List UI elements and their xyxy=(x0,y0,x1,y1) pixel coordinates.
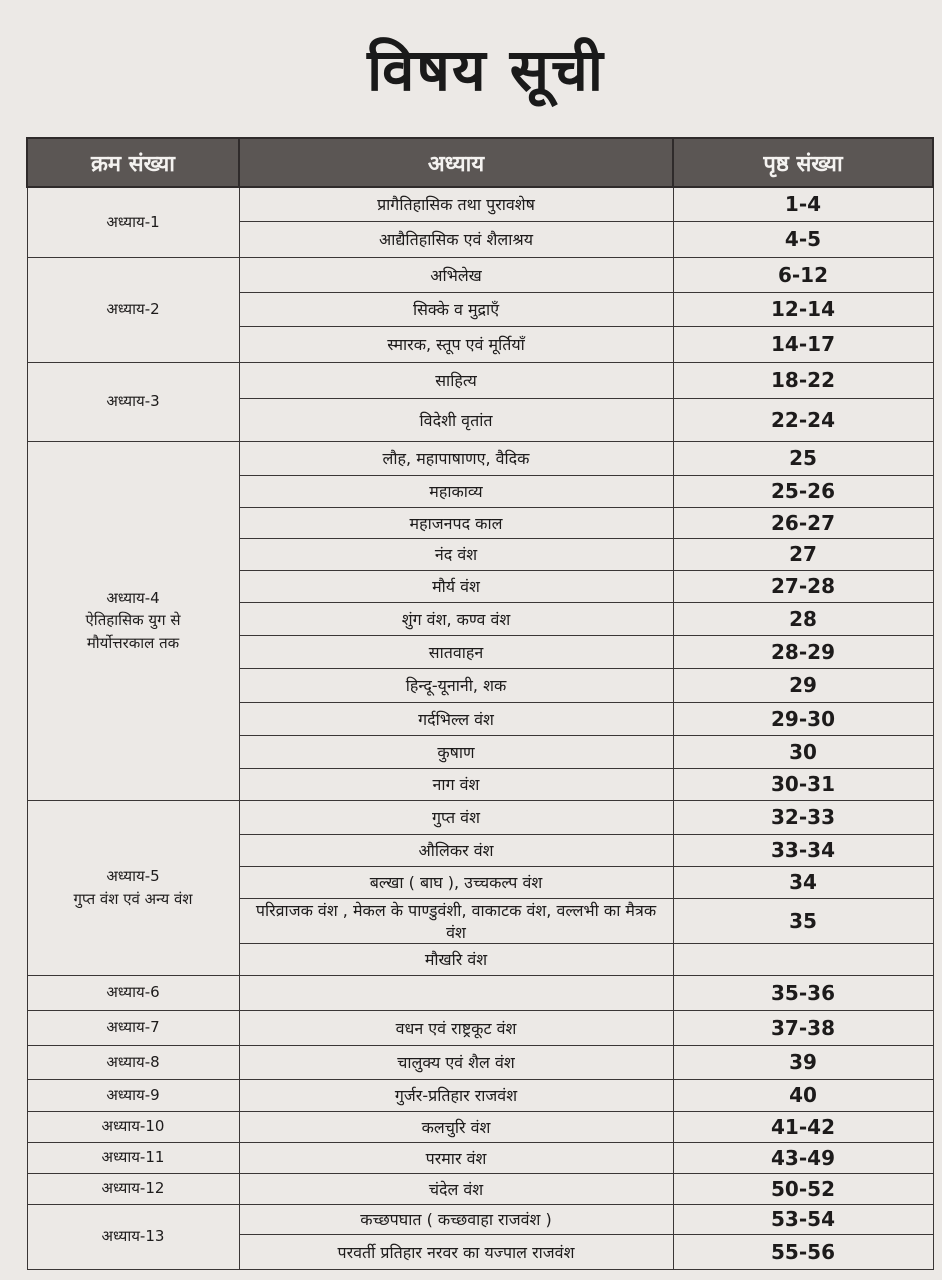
table-row xyxy=(27,800,933,834)
chapter-topic-cell: कलचुरि वंश xyxy=(239,1111,673,1142)
contents-body xyxy=(27,187,933,1269)
page-number-cell: 35 xyxy=(673,898,933,943)
page-number-cell: 35-36 xyxy=(673,975,933,1010)
chapter-label-line: अध्याय-2 xyxy=(106,300,160,319)
page-number-cell: 53-54 xyxy=(673,1204,933,1234)
chapter-number-cell xyxy=(27,1045,239,1079)
chapter-label-line: अध्याय-5 xyxy=(106,867,160,885)
table-header-row xyxy=(27,138,933,187)
chapter-label-line: अध्याय-11 xyxy=(101,1148,165,1167)
chapter-topic-cell: सिक्के व मुद्राएँ xyxy=(239,292,673,326)
page-number-cell: 55-56 xyxy=(673,1234,933,1269)
page-number-cell: 14-17 xyxy=(673,326,933,362)
chapter-label-line: ऐतिहासिक युग से xyxy=(85,611,181,630)
chapter-topic-cell: अभिलेख xyxy=(239,257,673,292)
chapter-topic-cell: गुर्जर-प्रतिहार राजवंश xyxy=(239,1079,673,1111)
chapter-topic-cell: परिव्राजक वंश , मेकल के पाण्डुवंशी, वाकाटक वंश, वल्लभी का मैत्रक वंश xyxy=(239,898,673,943)
page-number-cell: 28 xyxy=(673,602,933,635)
chapter-label-line: अध्याय-7 xyxy=(106,1018,160,1037)
page-number-cell: 32-33 xyxy=(673,800,933,834)
column-header-chapter-no: क्रम संख्या xyxy=(27,138,239,187)
chapter-topic-cell: शुंग वंश, कण्व वंश xyxy=(239,602,673,635)
page-number-cell: 34 xyxy=(673,866,933,898)
page-number-cell: 25 xyxy=(673,441,933,475)
page-number-cell: 33-34 xyxy=(673,834,933,866)
column-header-page-no: पृष्ठ संख्या xyxy=(673,138,933,187)
chapter-label-line: अध्याय-1 xyxy=(106,213,160,231)
contents-table xyxy=(26,137,934,1270)
page-number-cell: 29 xyxy=(673,668,933,702)
page-number-cell: 4-5 xyxy=(673,221,933,257)
column-header-chapter: अध्याय xyxy=(239,138,673,187)
chapter-topic-cell: परमार वंश xyxy=(239,1142,673,1173)
page-number-cell: 29-30 xyxy=(673,702,933,735)
table-row xyxy=(27,1010,933,1045)
page-number-cell: 39 xyxy=(673,1045,933,1079)
chapter-number-cell xyxy=(27,1010,239,1045)
chapter-topic-cell: गर्दभिल्ल वंश xyxy=(239,702,673,735)
chapter-topic-cell: गुप्त वंश xyxy=(239,800,673,834)
chapter-topic-cell: महाकाव्य xyxy=(239,475,673,507)
table-row xyxy=(27,975,933,1010)
page-number-cell: 1-4 xyxy=(673,187,933,221)
chapter-label-line: अध्याय-4 xyxy=(106,588,160,607)
chapter-topic-cell: महाजनपद काल xyxy=(239,507,673,538)
page-number-cell: 27-28 xyxy=(673,570,933,602)
table-row xyxy=(27,362,933,398)
chapter-label-line: अध्याय-3 xyxy=(106,392,160,411)
chapter-number-cell xyxy=(27,362,239,441)
chapter-topic-cell: आद्यैतिहासिक एवं शैलाश्रय xyxy=(239,221,673,257)
page-number-cell xyxy=(673,943,933,975)
chapter-topic-cell: मौर्य वंश xyxy=(239,570,673,602)
chapter-topic-cell xyxy=(239,975,673,1010)
chapter-label-line: अध्याय-12 xyxy=(101,1179,165,1198)
chapter-label-line: गुप्त वंश एवं अन्य वंश xyxy=(73,889,193,908)
chapter-topic-cell: स्मारक, स्तूप एवं मूर्तियाँ xyxy=(239,326,673,362)
table-row xyxy=(27,1204,933,1234)
chapter-label-line: अध्याय-10 xyxy=(101,1117,165,1136)
page-number-cell: 37-38 xyxy=(673,1010,933,1045)
page-number-cell: 30 xyxy=(673,735,933,768)
chapter-number-cell xyxy=(27,975,239,1010)
table-row xyxy=(27,1173,933,1204)
chapter-topic-cell: औलिकर वंश xyxy=(239,834,673,866)
page-number-cell: 27 xyxy=(673,538,933,570)
chapter-number-cell xyxy=(27,187,239,257)
page-number-cell: 40 xyxy=(673,1079,933,1111)
page-number-cell: 50-52 xyxy=(673,1173,933,1204)
page-number-cell: 26-27 xyxy=(673,507,933,538)
table-row xyxy=(27,1142,933,1173)
chapter-topic-cell: विदेशी वृतांत xyxy=(239,398,673,441)
chapter-topic-cell: कच्छपघात ( कच्छवाहा राजवंश ) xyxy=(239,1204,673,1234)
table-row xyxy=(27,257,933,292)
chapter-topic-cell: चालुक्य एवं शैल वंश xyxy=(239,1045,673,1079)
page-number-cell: 22-24 xyxy=(673,398,933,441)
chapter-label-line: अध्याय-13 xyxy=(101,1227,165,1246)
chapter-topic-cell: प्रागैतिहासिक तथा पुरावशेष xyxy=(239,187,673,221)
chapter-number-cell xyxy=(27,800,239,975)
page-number-cell: 12-14 xyxy=(673,292,933,326)
page-title: विषय सूची xyxy=(367,36,605,104)
chapter-number-cell xyxy=(27,441,239,800)
table-row xyxy=(27,187,933,221)
page-number-cell: 25-26 xyxy=(673,475,933,507)
chapter-number-cell xyxy=(27,1173,239,1204)
chapter-topic-cell: परवर्ती प्रतिहार नरवर का यज्पाल राजवंश xyxy=(239,1234,673,1269)
page-number-cell: 28-29 xyxy=(673,635,933,668)
chapter-topic-cell: लौह, महापाषाणए, वैदिक xyxy=(239,441,673,475)
chapter-topic-cell: सातवाहन xyxy=(239,635,673,668)
chapter-number-cell xyxy=(27,1079,239,1111)
chapter-label-line: अध्याय-8 xyxy=(106,1052,160,1071)
page-number-cell: 6-12 xyxy=(673,257,933,292)
table-row xyxy=(27,1079,933,1111)
page-number-cell: 43-49 xyxy=(673,1142,933,1173)
chapter-topic-cell: चंदेल वंश xyxy=(239,1173,673,1204)
chapter-number-cell xyxy=(27,1142,239,1173)
chapter-topic-cell: मौखरि वंश xyxy=(239,943,673,975)
table-row xyxy=(27,1111,933,1142)
chapter-topic-cell: नाग वंश xyxy=(239,768,673,800)
chapter-label-line: मौर्योत्तरकाल तक xyxy=(86,633,180,652)
table-row xyxy=(27,441,933,475)
chapter-topic-cell: हिन्दू-यूनानी, शक xyxy=(239,668,673,702)
chapter-number-cell xyxy=(27,257,239,362)
chapter-topic-cell: कुषाण xyxy=(239,735,673,768)
page-number-cell: 30-31 xyxy=(673,768,933,800)
chapter-number-cell xyxy=(27,1204,239,1269)
page-number-cell: 18-22 xyxy=(673,362,933,398)
page-number-cell: 41-42 xyxy=(673,1111,933,1142)
table-row xyxy=(27,1045,933,1079)
chapter-topic-cell: बल्खा ( बाघ ), उच्चकल्प वंश xyxy=(239,866,673,898)
chapter-topic-cell: वधन एवं राष्ट्रकूट वंश xyxy=(239,1010,673,1045)
chapter-topic-cell: नंद वंश xyxy=(239,538,673,570)
chapter-label-line: अध्याय-6 xyxy=(106,983,160,1002)
chapter-topic-cell: साहित्य xyxy=(239,362,673,398)
chapter-number-cell xyxy=(27,1111,239,1142)
chapter-label-line: अध्याय-9 xyxy=(106,1085,160,1104)
